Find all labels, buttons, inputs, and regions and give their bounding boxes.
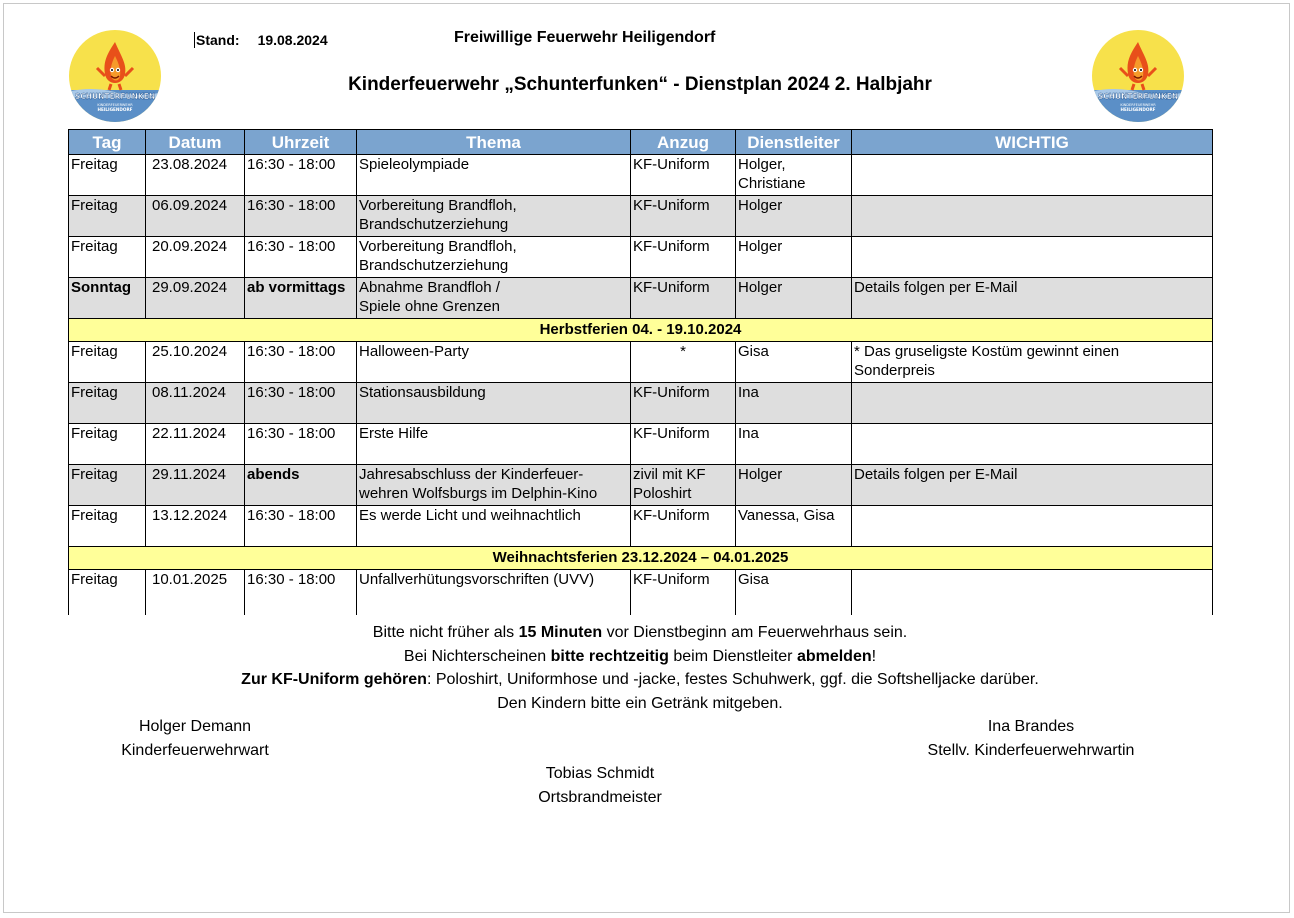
schedule-table [68,129,1213,615]
logo-text-bottom: HEILIGENDORF [1120,107,1156,112]
table-row [69,196,1213,237]
cell-anzug: KF-Uniform [631,424,736,465]
stand-date: 19.08.2024 [257,32,328,48]
logo-text-mid: KINDERFEUERWEHR [97,103,133,107]
footer-emphasis: Zur KF-Uniform gehören [241,671,427,688]
cell-anzug: * [631,342,736,383]
cell-thema: Unfallverhütungsvorschriften (UVV) [357,570,631,616]
logo-text-bottom: HEILIGENDORF [97,107,133,112]
cell-uhrzeit: ab vormittags [245,278,357,319]
cell-dienstleiter: Holger [736,237,852,278]
footer-line-3 [0,668,1280,692]
signature-name: Ina Brandes [987,718,1075,735]
signature-right [896,715,1166,763]
text-cursor [194,32,195,48]
cell-uhrzeit: 16:30 - 18:00 [245,196,357,237]
cell-thema: Jahresabschluss der Kinderfeuer- wehren Wolfsburgs im Delphin-Kino [357,465,631,506]
cell-uhrzeit: 16:30 - 18:00 [245,155,357,196]
cell-anzug: KF-Uniform [631,196,736,237]
cell-anzug: KF-Uniform [631,570,736,616]
cell-dienstleiter: Vanessa, Gisa [736,506,852,547]
organization-name: Freiwillige Feuerwehr Heiligendorf [454,29,716,46]
signature-role: Stellv. Kinderfeuerwehrwartin [927,742,1135,759]
footer-line-2 [0,645,1280,669]
footer-line-4: Den Kindern bitte ein Getränk mitgeben. [497,694,783,712]
holiday-row [69,547,1213,570]
footer-text: vor Dienstbeginn am Feuerwehrhaus sein. [602,624,908,641]
cell-dienstleiter: Gisa [736,342,852,383]
cell-uhrzeit: 16:30 - 18:00 [245,342,357,383]
cell-anzug: KF-Uniform [631,237,736,278]
cell-datum: 23.08.2024 [146,155,245,196]
cell-thema: Halloween-Party [357,342,631,383]
table-row [69,383,1213,424]
header-cell: Datum [146,130,245,155]
footer-text: ! [871,647,877,665]
signature-role: Ortsbrandmeister [538,789,662,806]
cell-thema: Vorbereitung Brandfloh, Brandschutzerziehung [357,196,631,237]
signature-name: Holger Demann [138,718,252,735]
table-row [69,424,1213,465]
table-row [69,237,1213,278]
table-row [69,278,1213,319]
cell-wichtig [852,196,1213,237]
cell-dienstleiter: Gisa [736,570,852,616]
cell-uhrzeit: 16:30 - 18:00 [245,424,357,465]
cell-tag: Freitag [69,196,146,237]
table-row [69,155,1213,196]
holiday-row [69,319,1213,342]
cell-thema: Es werde Licht und weihnachtlich [357,506,631,547]
logo-text-top: SCHUNTERFUNKEN [74,92,156,101]
cell-thema: Erste Hilfe [357,424,631,465]
table-header-row [69,130,1213,155]
stand-label: Stand: [196,32,240,48]
header-cell: Dienstleiter [736,130,852,155]
table-row [69,342,1213,383]
cell-uhrzeit: 16:30 - 18:00 [245,383,357,424]
cell-thema: Stationsausbildung [357,383,631,424]
cell-thema: Abnahme Brandfloh / Spiele ohne Grenzen [357,278,631,319]
holiday-label: Herbstferien 04. - 19.10.2024 [69,319,1213,342]
table-row [69,570,1213,616]
cell-anzug: KF-Uniform [631,278,736,319]
cell-datum: 06.09.2024 [146,196,245,237]
cell-anzug: KF-Uniform [631,506,736,547]
cell-datum: 22.11.2024 [146,424,245,465]
cell-anzug: zivil mit KF Poloshirt [631,465,736,506]
header-cell: WICHTIG [852,130,1213,155]
cell-tag: Sonntag [69,278,146,319]
schedule-body [69,155,1213,616]
signature-role: Kinderfeuerwehrwart [121,742,269,759]
cell-anzug: KF-Uniform [631,383,736,424]
cell-datum: 10.01.2025 [146,570,245,616]
cell-datum: 13.12.2024 [146,506,245,547]
cell-wichtig: Details folgen per E-Mail [852,278,1213,319]
footer-text: : Poloshirt, Uniformhose und -jacke, festes Schuhwerk, ggf. die Softshelljacke darüber. [426,671,1039,688]
header-cell: Anzug [631,130,736,155]
header-cell: Uhrzeit [245,130,357,155]
cell-datum: 08.11.2024 [146,383,245,424]
page-title: Kinderfeuerwehr „Schunterfunken“ - Dienstplan 2024 2. Halbjahr [348,74,932,95]
cell-datum: 20.09.2024 [146,237,245,278]
cell-dienstleiter: Ina [736,383,852,424]
cell-wichtig [852,570,1213,616]
cell-tag: Freitag [69,383,146,424]
cell-tag: Freitag [69,506,146,547]
header-cell: Thema [357,130,631,155]
cell-thema: Spieleolympiade [357,155,631,196]
signature-left [100,715,290,763]
cell-wichtig [852,155,1213,196]
logo-text-top: SCHUNTERFUNKEN [1097,92,1179,101]
signature-center [500,762,700,810]
cell-tag: Freitag [69,424,146,465]
cell-uhrzeit: 16:30 - 18:00 [245,570,357,616]
cell-thema: Vorbereitung Brandfloh, Brandschutzerziehung [357,237,631,278]
cell-datum: 29.11.2024 [146,465,245,506]
cell-wichtig [852,506,1213,547]
cell-datum: 25.10.2024 [146,342,245,383]
footer-emphasis: bitte rechtzeitig [550,647,669,665]
footer-text: Bei Nichterscheinen [403,647,551,665]
footer-emphasis: abmelden [796,647,872,665]
cell-uhrzeit: 16:30 - 18:00 [245,506,357,547]
cell-uhrzeit: abends [245,465,357,506]
footer-text: beim Dienstleiter [668,647,797,665]
cell-anzug: KF-Uniform [631,155,736,196]
cell-tag: Freitag [69,237,146,278]
logo-text-mid: KINDERFEUERWEHR [1120,103,1156,107]
stand-line [194,32,328,48]
table-row [69,506,1213,547]
cell-uhrzeit: 16:30 - 18:00 [245,237,357,278]
cell-tag: Freitag [69,155,146,196]
holiday-label: Weihnachtsferien 23.12.2024 – 04.01.2025 [69,547,1213,570]
footer-notes [0,621,1280,715]
footer-text: Bitte nicht früher als [372,624,519,641]
signature-name: Tobias Schmidt [545,765,655,782]
cell-dienstleiter: Holger [736,196,852,237]
cell-dienstleiter: Holger [736,278,852,319]
cell-wichtig: Details folgen per E-Mail [852,465,1213,506]
cell-tag: Freitag [69,570,146,616]
header-cell: Tag [69,130,146,155]
footer-emphasis: 15 Minuten [518,624,603,641]
cell-wichtig: * Das gruseligste Kostüm gewinnt einen Sonderpreis [852,342,1213,383]
cell-datum: 29.09.2024 [146,278,245,319]
cell-dienstleiter: Ina [736,424,852,465]
cell-wichtig [852,237,1213,278]
footer-line-1 [0,621,1280,645]
cell-tag: Freitag [69,465,146,506]
cell-wichtig [852,424,1213,465]
cell-wichtig [852,383,1213,424]
cell-dienstleiter: Holger, Christiane [736,155,852,196]
cell-dienstleiter: Holger [736,465,852,506]
table-row [69,465,1213,506]
cell-tag: Freitag [69,342,146,383]
